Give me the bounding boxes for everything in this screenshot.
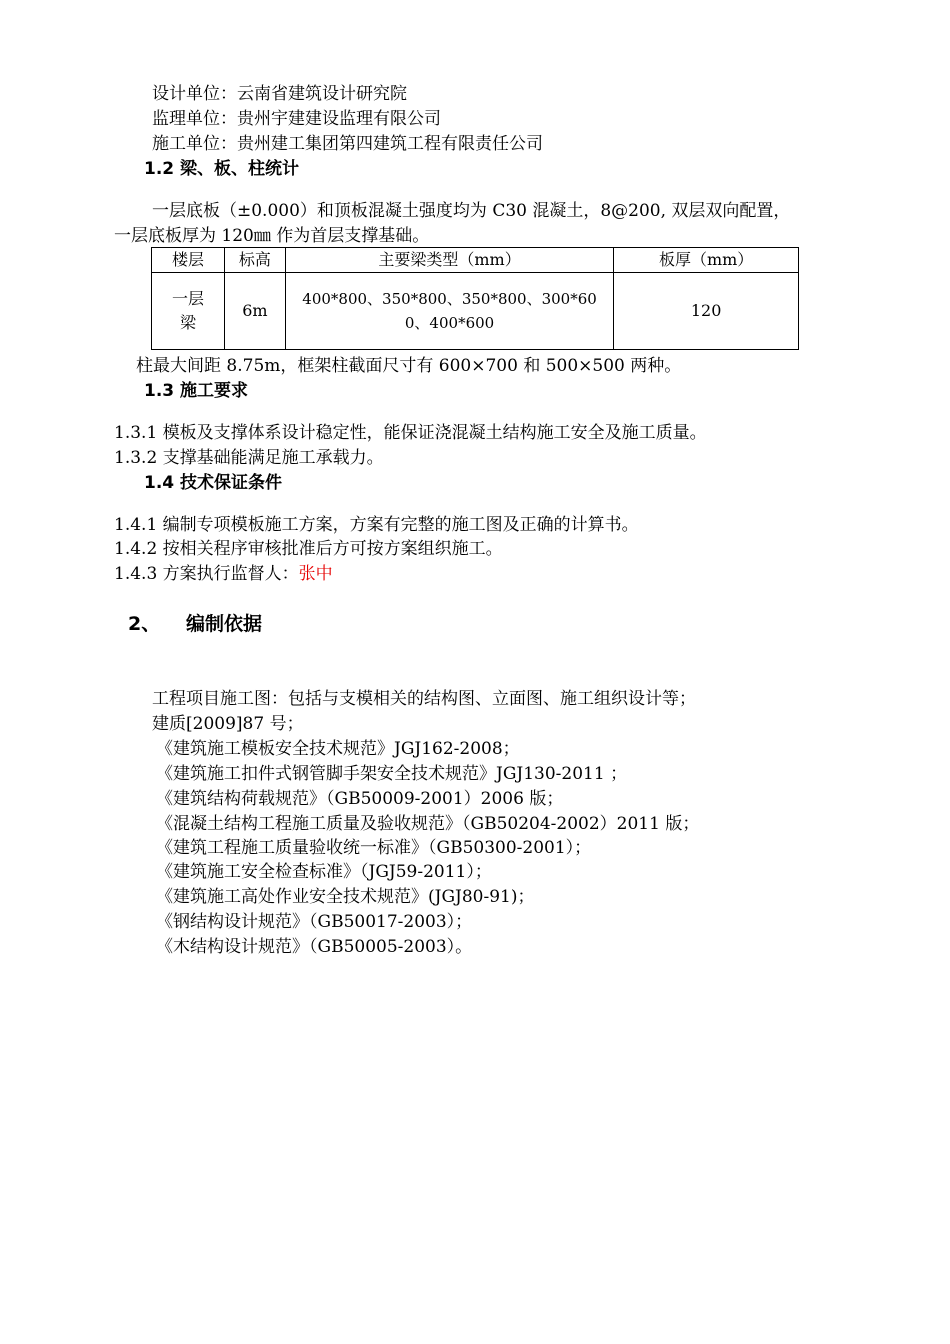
cell-beam-types: 400*800、350*800、350*800、300*600、400*600 bbox=[285, 273, 613, 350]
slab-paragraph-line-1: 一层底板（±0.000）和顶板混凝土强度均为 C30 混凝土，8@200, 双层双向配置， bbox=[152, 201, 791, 221]
basis-item: 《建筑工程施工质量验收统一标准》（GB50300-2001）； bbox=[156, 838, 592, 858]
section-1-2-heading: 1.2 梁、板、柱统计 bbox=[144, 159, 300, 179]
basis-item: 《建筑施工模板安全技术规范》JGJ162-2008； bbox=[156, 739, 520, 759]
slab-paragraph-line-2: 一层底板厚为 120㎜ 作为首层支撑基础。 bbox=[114, 226, 430, 246]
basis-item: 《建筑施工安全检查标准》（JGJ59-2011）； bbox=[156, 862, 492, 882]
basis-item: 《钢结构设计规范》（GB50017-2003）； bbox=[156, 912, 473, 932]
basis-item: 《建筑施工扣件式钢管脚手架安全技术规范》JGJ130-2011 ； bbox=[156, 764, 628, 784]
header-elevation: 标高 bbox=[224, 248, 285, 273]
cell-floor: 一层梁 bbox=[152, 273, 225, 350]
supervisor-label: 1.4.3 方案执行监督人： bbox=[114, 564, 299, 584]
basis-item: 《建筑结构荷载规范》（GB50009-2001）2006 版； bbox=[156, 789, 564, 809]
list-item: 1.4.2 按相关程序审核批准后方可按方案组织施工。 bbox=[114, 539, 503, 559]
beam-slab-table bbox=[151, 247, 799, 350]
header-floor: 楼层 bbox=[152, 248, 225, 273]
cell-elevation: 6m bbox=[224, 273, 285, 350]
construction-unit-line: 施工单位：贵州建工集团第四建筑工程有限责任公司 bbox=[152, 134, 543, 154]
basis-item: 《木结构设计规范》（GB50005-2003）。 bbox=[156, 937, 473, 957]
basis-item: 建质[2009]87 号； bbox=[152, 714, 304, 734]
basis-item: 《混凝土结构工程施工质量及验收规范》（GB50204-2002）2011 版； bbox=[156, 814, 700, 834]
basis-item: 工程项目施工图：包括与支模相关的结构图、立面图、施工组织设计等； bbox=[152, 689, 696, 709]
section-1-3-heading: 1.3 施工要求 bbox=[144, 381, 249, 401]
list-item: 1.3.2 支撑基础能满足施工承载力。 bbox=[114, 448, 384, 468]
section-2-number: 2、 bbox=[128, 613, 161, 635]
header-slab-thickness: 板厚（mm） bbox=[614, 248, 799, 273]
table-row bbox=[152, 273, 799, 350]
supervisor-line bbox=[114, 562, 333, 586]
supervision-unit-line: 监理单位：贵州宇建建设监理有限公司 bbox=[152, 109, 441, 129]
list-item: 1.3.1 模板及支撑体系设计稳定性，能保证浇混凝土结构施工安全及施工质量。 bbox=[114, 423, 707, 443]
section-2-title: 编制依据 bbox=[186, 613, 263, 635]
list-item: 1.4.1 编制专项模板施工方案，方案有完整的施工图及正确的计算书。 bbox=[114, 515, 639, 535]
column-note: 柱最大间距 8.75m，框架柱截面尺寸有 600×700 和 500×500 两种。 bbox=[136, 356, 682, 376]
header-beam-types: 主要梁类型（mm） bbox=[285, 248, 613, 273]
design-unit-line: 设计单位：云南省建筑设计研究院 bbox=[152, 84, 407, 104]
basis-item: 《建筑施工高处作业安全技术规范》(JGJ80-91)； bbox=[156, 887, 535, 907]
section-1-4-heading: 1.4 技术保证条件 bbox=[144, 473, 283, 493]
table-header-row bbox=[152, 248, 799, 273]
cell-slab-thickness: 120 bbox=[614, 273, 799, 350]
supervisor-name: 张中 bbox=[298, 564, 333, 584]
